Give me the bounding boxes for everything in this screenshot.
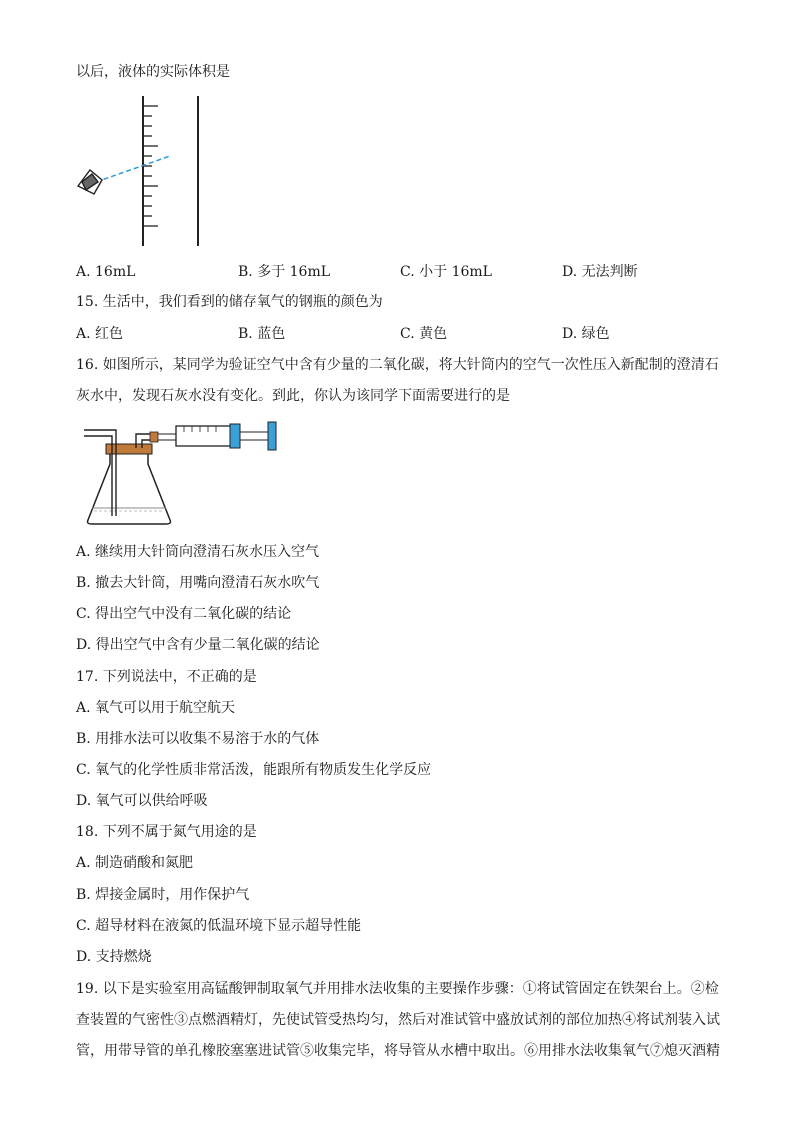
intro-text: 以后，液体的实际体积是 xyxy=(76,64,230,80)
q15-option-b[interactable]: B. 蓝色 xyxy=(238,326,286,342)
q18-option-c[interactable]: C. 超导材料在液氮的低温环境下显示超导性能 xyxy=(76,918,362,934)
q16-stem-line2: 灰水中，发现石灰水没有变化。到此，你认为该同学下面需要进行的是 xyxy=(76,388,510,404)
q17-option-b[interactable]: B. 用排水法可以收集不易溶于水的气体 xyxy=(76,731,320,747)
syringe-icon xyxy=(176,422,276,450)
flask-syringe-figure xyxy=(80,418,280,530)
q16-option-b[interactable]: B. 撤去大针筒，用嘴向澄清石灰水吹气 xyxy=(76,575,320,591)
q19-stem-line1: 19. 以下是实验室用高锰酸钾制取氧气并用排水法收集的主要操作步骤：①将试管固定在铁架台上。②检 xyxy=(76,981,719,997)
q19-stem-line2: 查装置的气密性③点燃酒精灯，先使试管受热均匀，然后对准试管中盛放试剂的部位加热④将试剂装入试 xyxy=(76,1012,720,1028)
q15-option-d[interactable]: D. 绿色 xyxy=(562,326,610,342)
q15-option-a[interactable]: A. 红色 xyxy=(76,326,124,342)
graduated-cylinder-figure xyxy=(72,94,212,250)
q18-option-a[interactable]: A. 制造硝酸和氮肥 xyxy=(76,855,194,871)
q15-stem: 15. 生活中，我们看到的储存氧气的钢瓶的颜色为 xyxy=(76,294,383,310)
q18-option-b[interactable]: B. 焊接金属时，用作保护气 xyxy=(76,887,250,903)
q17-option-a[interactable]: A. 氧气可以用于航空航天 xyxy=(76,700,236,716)
q14-option-b[interactable]: B. 多于 16mL xyxy=(238,264,331,280)
q14-option-c[interactable]: C. 小于 16mL xyxy=(400,264,492,280)
q14-option-d[interactable]: D. 无法判断 xyxy=(562,264,638,280)
q18-stem: 18. 下列不属于氮气用途的是 xyxy=(76,824,257,840)
q16-option-d[interactable]: D. 得出空气中含有少量二氧化碳的结论 xyxy=(76,637,320,653)
q18-option-d[interactable]: D. 支持燃烧 xyxy=(76,949,152,965)
q17-option-d[interactable]: D. 氧气可以供给呼吸 xyxy=(76,793,208,809)
q16-option-c[interactable]: C. 得出空气中没有二氧化碳的结论 xyxy=(76,606,292,622)
q19-stem-line3: 管，用带导管的单孔橡胶塞塞进试管⑤收集完毕，将导管从水槽中取出。⑥用排水法收集氧气⑦熄灭酒精 xyxy=(76,1043,720,1059)
q16-option-a[interactable]: A. 继续用大针筒向澄清石灰水压入空气 xyxy=(76,544,320,560)
q17-stem: 17. 下列说法中，不正确的是 xyxy=(76,669,257,685)
q15-option-c[interactable]: C. 黄色 xyxy=(400,326,448,342)
eye-icon xyxy=(78,170,102,194)
q17-option-c[interactable]: C. 氧气的化学性质非常活泼，能跟所有物质发生化学反应 xyxy=(76,762,432,778)
rubber-stopper xyxy=(106,444,152,454)
q14-option-a[interactable]: A. 16mL xyxy=(76,264,136,280)
q16-stem-line1: 16. 如图所示，某同学为验证空气中含有少量的二氧化碳，将大针筒内的空气一次性压入新配制的澄清石 xyxy=(76,357,719,373)
